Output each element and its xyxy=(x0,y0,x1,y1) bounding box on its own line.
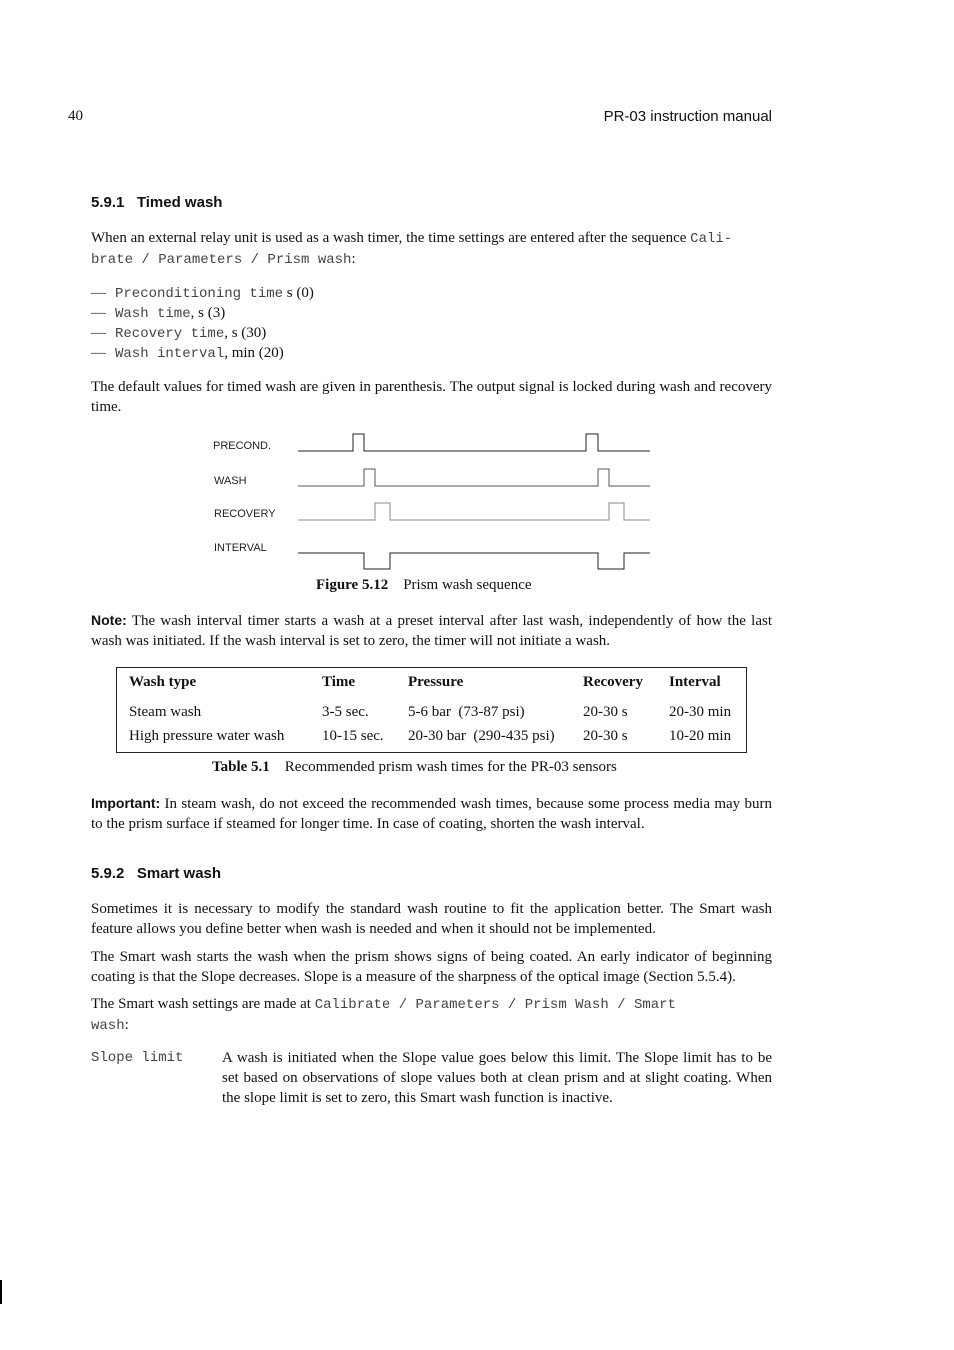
section-heading-smart-wash: 5.9.2 Smart wash xyxy=(91,865,222,882)
smart-wash-paragraph-1: Sometimes it is necessary to modify the standard wash routine to fit the application better. The Smart wash feature allows you define better when wash is needed and when it should not be implemented. xyxy=(91,901,772,937)
table-header-cell: Pressure xyxy=(408,673,464,690)
intro-code-1: Cali- xyxy=(690,231,733,247)
table-cell: 20-30 bar (290-435 psi) xyxy=(408,727,555,744)
timing-diagram xyxy=(0,0,954,600)
wash-times-table-frame xyxy=(116,667,747,753)
important-paragraph xyxy=(91,793,772,834)
figure-caption xyxy=(316,577,532,594)
table-cell: 20-30 s xyxy=(583,727,628,744)
definition-text-slope-limit: A wash is initiated when the Slope value goes below this limit. The Slope limit has to be set based on observations of slope values both at clean prism and at slight coating. When the slope limit is set to zero, this Smart wash function is inactive. xyxy=(222,1050,772,1106)
table-cell: Steam wash xyxy=(129,703,202,720)
p3-end: : xyxy=(124,1017,129,1033)
wash-times-table xyxy=(129,670,744,748)
table-cell: 10-20 min xyxy=(669,727,732,744)
table-header-row xyxy=(129,670,744,694)
param-rest: , s (3) xyxy=(190,305,226,321)
recovery-waveform xyxy=(298,503,650,520)
table-cell: 10-15 sec. xyxy=(322,727,384,744)
note-text: The wash interval timer starts a wash at a preset interval after last wash, independently of how the last wash was initiated. If the wash interval is set to zero, the timer will not initiate a wash. xyxy=(91,613,772,649)
table-caption xyxy=(212,759,617,776)
intro-text: When an external relay unit is used as a wash timer, the time settings are entered after the sequence xyxy=(91,230,691,246)
important-label: Important: xyxy=(91,795,161,811)
table-cell: 20-30 min xyxy=(669,703,732,720)
table-caption-label: Table 5.1 xyxy=(212,759,270,775)
running-header-title: PR-03 instruction manual xyxy=(603,108,772,125)
table-header-cell: Recovery xyxy=(583,673,643,690)
dash-bullet: — xyxy=(91,325,106,341)
table-header-cell: Wash type xyxy=(129,673,197,690)
page-number: 40 xyxy=(68,108,83,124)
intro-end: : xyxy=(351,251,356,267)
param-code: Preconditioning time xyxy=(115,286,284,302)
table-row xyxy=(129,700,744,724)
intro-code-2: brate / Parameters / Prism wash xyxy=(91,252,352,268)
section-heading-timed-wash: 5.9.1 Timed wash xyxy=(91,194,223,211)
param-code: Recovery time xyxy=(115,326,225,342)
note-paragraph xyxy=(91,610,772,651)
signal-label-recovery: RECOVERY xyxy=(214,508,276,520)
param-rest: , s (30) xyxy=(224,325,267,341)
p3-code-2: wash xyxy=(91,1018,125,1034)
figure-caption-text: Prism wash sequence xyxy=(403,577,532,593)
param-rest: , min (20) xyxy=(224,345,284,361)
signal-label-precond: PRECOND. xyxy=(213,440,272,452)
dash-bullet: — xyxy=(91,345,106,361)
p3-text: The Smart wash settings are made at xyxy=(91,996,315,1012)
precond-waveform xyxy=(298,434,650,451)
signal-label-wash: WASH xyxy=(214,475,247,487)
table-caption-text: Recommended prism wash times for the PR-03 sensors xyxy=(284,759,617,775)
param-rest: s (0) xyxy=(283,285,314,301)
dash-bullet: — xyxy=(91,305,106,321)
important-text: In steam wash, do not exceed the recommended wash times, because some process media may burn to the prism surface if steamed for longer time. In case of coating, shorten the wash interval. xyxy=(91,796,772,832)
smart-wash-paragraph-3 xyxy=(91,994,772,1036)
param-code: Wash interval xyxy=(115,346,225,362)
defaults-paragraph: The default values for timed wash are given in parenthesis. The output signal is locked during wash and recovery time. xyxy=(91,379,772,415)
table-cell: 20-30 s xyxy=(583,703,628,720)
wash-waveform xyxy=(298,469,650,486)
table-cell: 3-5 sec. xyxy=(322,703,369,720)
figure-caption-label: Figure 5.12 xyxy=(316,577,389,593)
table-header-cell: Interval xyxy=(669,673,721,690)
dash-bullet: — xyxy=(91,285,106,301)
table-header-cell: Time xyxy=(322,673,356,690)
table-cell: High pressure water wash xyxy=(129,727,285,744)
param-code: Wash time xyxy=(115,306,191,322)
smart-wash-paragraph-2: The Smart wash starts the wash when the prism shows signs of being coated. An early indicator of beginning coating is that the Slope decreases. Slope is a measure of the sharpness of the optical image (Section 5.5.4). xyxy=(91,949,772,985)
table-row xyxy=(129,724,744,748)
definition-term-slope-limit: Slope limit xyxy=(91,1050,184,1066)
signal-label-interval: INTERVAL xyxy=(214,542,267,554)
p3-code-1: Calibrate / Parameters / Prism Wash / Smart xyxy=(314,997,676,1013)
note-label: Note: xyxy=(91,612,127,628)
interval-waveform xyxy=(298,553,650,569)
change-bar xyxy=(0,1280,2,1304)
table-cell: 5-6 bar (73-87 psi) xyxy=(408,703,525,720)
